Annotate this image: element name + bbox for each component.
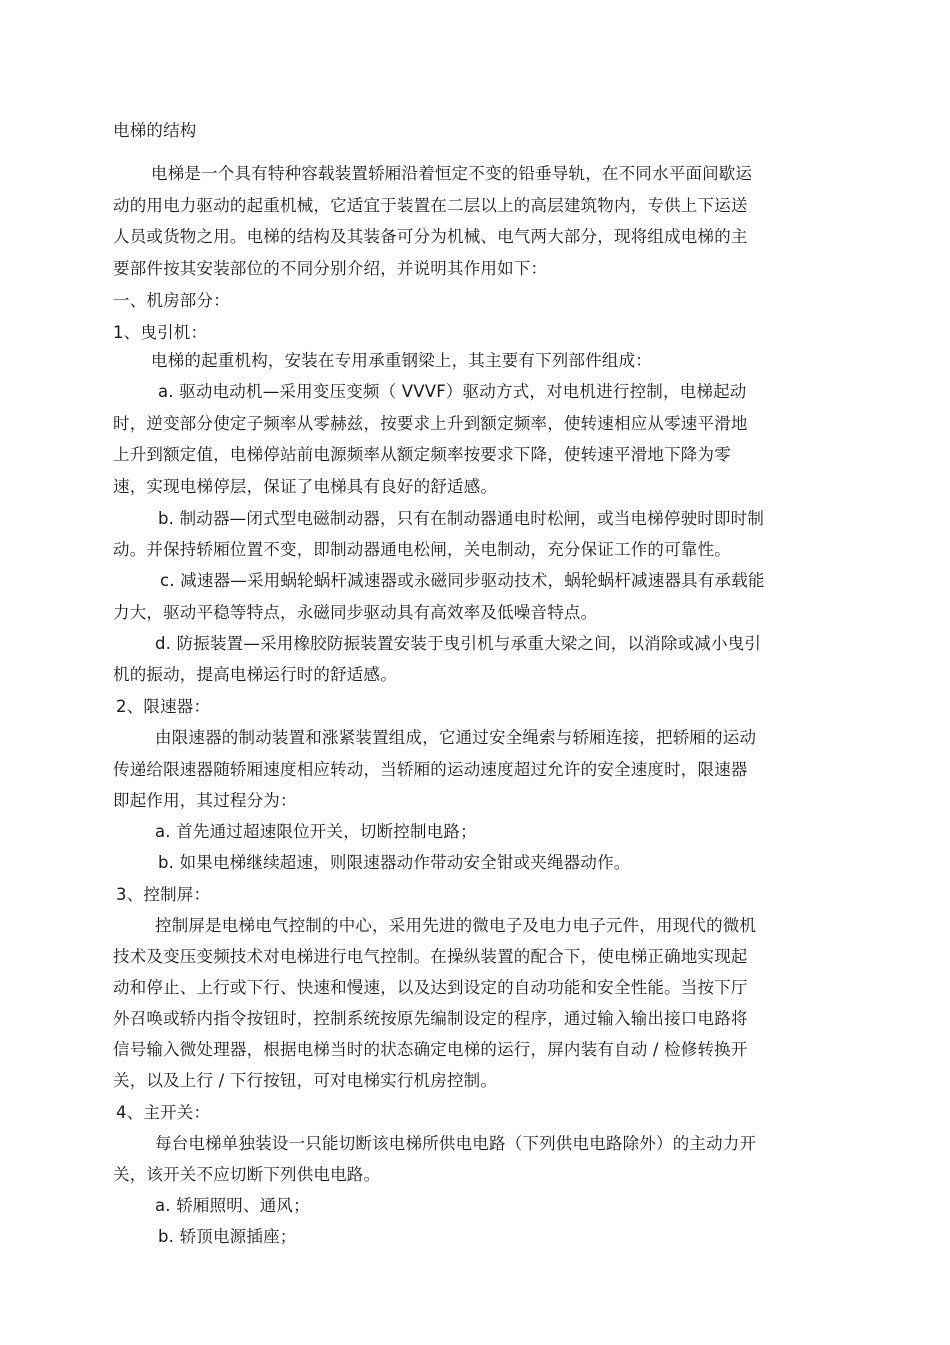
paragraph-line: 要部件按其安装部位的不同分别介绍，并说明其作用如下： <box>113 259 548 278</box>
list-item-line: a. 驱动电动机—采用变压变频（ VVVF）驱动方式，对电机进行控制，电梯起动 <box>158 382 747 401</box>
paragraph-line: 由限速器的制动装置和涨紧装置组成，它通过安全绳索与轿厢连接，把轿厢的运动 <box>155 728 757 747</box>
paragraph-line: 技术及变压变频技术对电梯进行电气控制。在操纵装置的配合下，使电梯正确地实现起 <box>113 947 748 966</box>
paragraph-line: 电梯是一个具有特种容载装置轿厢沿着恒定不变的铅垂导轨，在不同水平面间歇运 <box>151 164 753 183</box>
paragraph-line: 电梯的起重机构，安装在专用承重钢梁上，其主要有下列部件组成： <box>151 351 652 370</box>
list-item-line: 时，逆变部分使定子频率从零赫兹，按要求上升到额定频率，使转速相应从零速平滑地 <box>113 414 748 433</box>
list-item-line: b. 轿顶电源插座； <box>158 1227 297 1246</box>
list-item-line: 速，实现电梯停层，保证了电梯具有良好的舒适感。 <box>113 477 498 496</box>
paragraph-line: 外召唤或轿内指令按钮时，控制系统按原先编制设定的程序，通过输入输出接口电路将 <box>113 1009 748 1028</box>
list-item-line: d. 防振装置—采用橡胶防振装置安装于曳引机与承重大梁之间，以消除或减小曳引 <box>155 634 762 653</box>
section-heading: 一、机房部分： <box>113 291 230 310</box>
item-heading: 2、限速器： <box>116 697 211 716</box>
list-item-line: a. 首先通过超速限位开关，切断控制电路； <box>155 822 477 841</box>
item-heading: 1、曳引机： <box>113 323 208 342</box>
paragraph-line: 即起作用，其过程分为： <box>113 791 297 810</box>
item-heading: 4、主开关： <box>116 1103 211 1122</box>
paragraph-line: 关，该开关不应切断下列供电电路。 <box>113 1165 381 1184</box>
list-item-line: b. 制动器—闭式型电磁制动器，只有在制动器通电时松闸，或当电梯停驶时即时制 <box>158 509 765 528</box>
paragraph-line: 传递给限速器随轿厢速度相应转动，当轿厢的运动速度超过允许的安全速度时，限速器 <box>113 760 748 779</box>
paragraph-line: 每台电梯单独装设一只能切断该电梯所供电电路（下列供电电路除外）的主动力开 <box>155 1134 757 1153</box>
list-item-line: 动。并保持轿厢位置不变，即制动器通电松闸，关电制动，充分保证工作的可靠性。 <box>113 540 731 559</box>
paragraph-line: 人员或货物之用。电梯的结构及其装备可分为机械、电气两大部分，现将组成电梯的主 <box>113 227 748 246</box>
list-item-line: 机的振动，提高电梯运行时的舒适感。 <box>113 665 397 684</box>
paragraph-line: 动和停止、上行或下行、快速和慢速，以及达到设定的自动功能和安全性能。当按下厅 <box>113 978 748 997</box>
list-item-line: 力大，驱动平稳等特点，永磁同步驱动具有高效率及低噪音特点。 <box>113 603 598 622</box>
item-heading: 3、控制屏： <box>116 885 211 904</box>
document-title: 电梯的结构 <box>113 121 197 140</box>
paragraph-line: 动的用电力驱动的起重机械，它适宜于装置在二层以上的高层建筑物内，专供上下运送 <box>113 196 748 215</box>
list-item-line: a. 轿厢照明、通风； <box>155 1196 310 1215</box>
list-item-line: b. 如果电梯继续超速，则限速器动作带动安全钳或夹绳器动作。 <box>158 853 631 872</box>
list-item-line: 上升到额定值，电梯停站前电源频率从额定频率按要求下降，使转速平滑地下降为零 <box>113 445 731 464</box>
paragraph-line: 控制屏是电梯电气控制的中心，采用先进的微电子及电力电子元件，用现代的微机 <box>155 916 757 935</box>
paragraph-line: 信号输入微处理器，根据电梯当时的状态确定电梯的运行，屏内装有自动 / 检修转换开 <box>113 1040 748 1059</box>
paragraph-line: 关，以及上行 / 下行按钮，可对电梯实行机房控制。 <box>113 1071 498 1090</box>
list-item-line: c. 减速器—采用蜗轮蜗杆减速器或永磁同步驱动技术，蜗轮蜗杆减速器具有承载能 <box>160 571 765 590</box>
